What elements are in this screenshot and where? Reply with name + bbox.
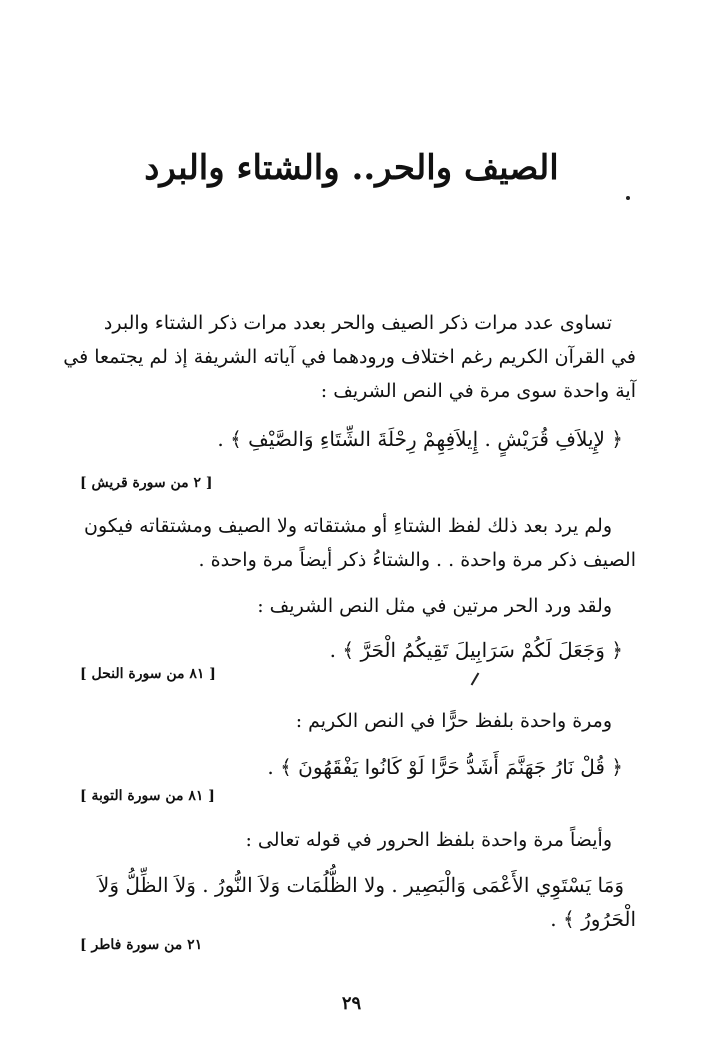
quran-verse-tawbah: ﴿ قُلْ نَارُ جَهَنَّمَ أَشَدُّ حَرًّا لَوْ كَانُوا يَفْقَهُونَ ﴾ . bbox=[267, 755, 623, 779]
quran-verse-fatir bbox=[80, 868, 636, 936]
verse-reference-nahl: [ ٨١ من سورة النحل ] bbox=[80, 666, 216, 682]
paragraph-winter-summer bbox=[80, 509, 636, 577]
quran-verse-nahl: ﴿ وَجَعَلَ لَكُمْ سَرَابِيلَ تَقِيكُمُ الْحَرَّ ﴾ . bbox=[329, 638, 623, 662]
verse-reference-fatir: ٢١ من سورة فاطر ] bbox=[80, 937, 203, 953]
paragraph-heat-once bbox=[80, 704, 636, 738]
paragraph-line: ولم يرد بعد ذلك لفظ الشتاءِ أو مشتقاته ولا الصيف ومشتقاته فيكون bbox=[83, 515, 612, 537]
paragraph-line: ومرة واحدة بلفظ حرًّا في النص الكريم : bbox=[295, 710, 612, 732]
ink-slash bbox=[471, 672, 480, 685]
paragraph-line: آية واحدة سوى مرة في النص الشريف : bbox=[320, 380, 636, 402]
paragraph-heat-twice bbox=[80, 589, 636, 623]
paragraph-intro bbox=[63, 306, 636, 408]
paragraph-line: وأيضاً مرة واحدة بلفظ الحرور في قوله تعالى : bbox=[245, 829, 612, 851]
paragraph-line: الصيف ذكر مرة واحدة . . والشتاءُ ذكر أيضاً مرة واحدة . bbox=[198, 549, 636, 571]
paragraph-harur bbox=[80, 823, 636, 857]
paragraph-line: ولقد ورد الحر مرتين في مثل النص الشريف : bbox=[257, 595, 612, 617]
verse-reference-quraysh: [ ٢ من سورة قريش ] bbox=[80, 475, 213, 491]
verse-line: الْحَرُورُ ﴾ . bbox=[550, 907, 636, 931]
verse-reference-tawbah: [ ٨١ من سورة التوبة ] bbox=[80, 788, 215, 804]
page-number: ٢٩ bbox=[341, 993, 362, 1014]
paragraph-line: تساوى عدد مرات ذكر الصيف والحر بعدد مرات ذكر الشتاء والبرد bbox=[103, 312, 612, 334]
chapter-title: الصيف والحر.. والشتاء والبرد bbox=[144, 148, 559, 188]
quran-verse-quraysh: ﴿ لإِيلاَفِ قُرَيْشٍ . إِيلاَفِهِمْ رِحْلَةَ الشِّتَاءِ وَالصَّيْفِ ﴾ . bbox=[217, 427, 623, 451]
ink-dot bbox=[626, 196, 630, 200]
paragraph-line: في القرآن الكريم رغم اختلاف ورودهما في آياته الشريفة إذ لم يجتمعا في bbox=[63, 346, 636, 368]
verse-line: وَمَا يَسْتَوِي الأَعْمَى وَالْبَصِير . ولا الظُّلُمَات وَلاَ النُّورُ . وَلاَ الظِّلُّ وَلاَ bbox=[97, 873, 624, 897]
